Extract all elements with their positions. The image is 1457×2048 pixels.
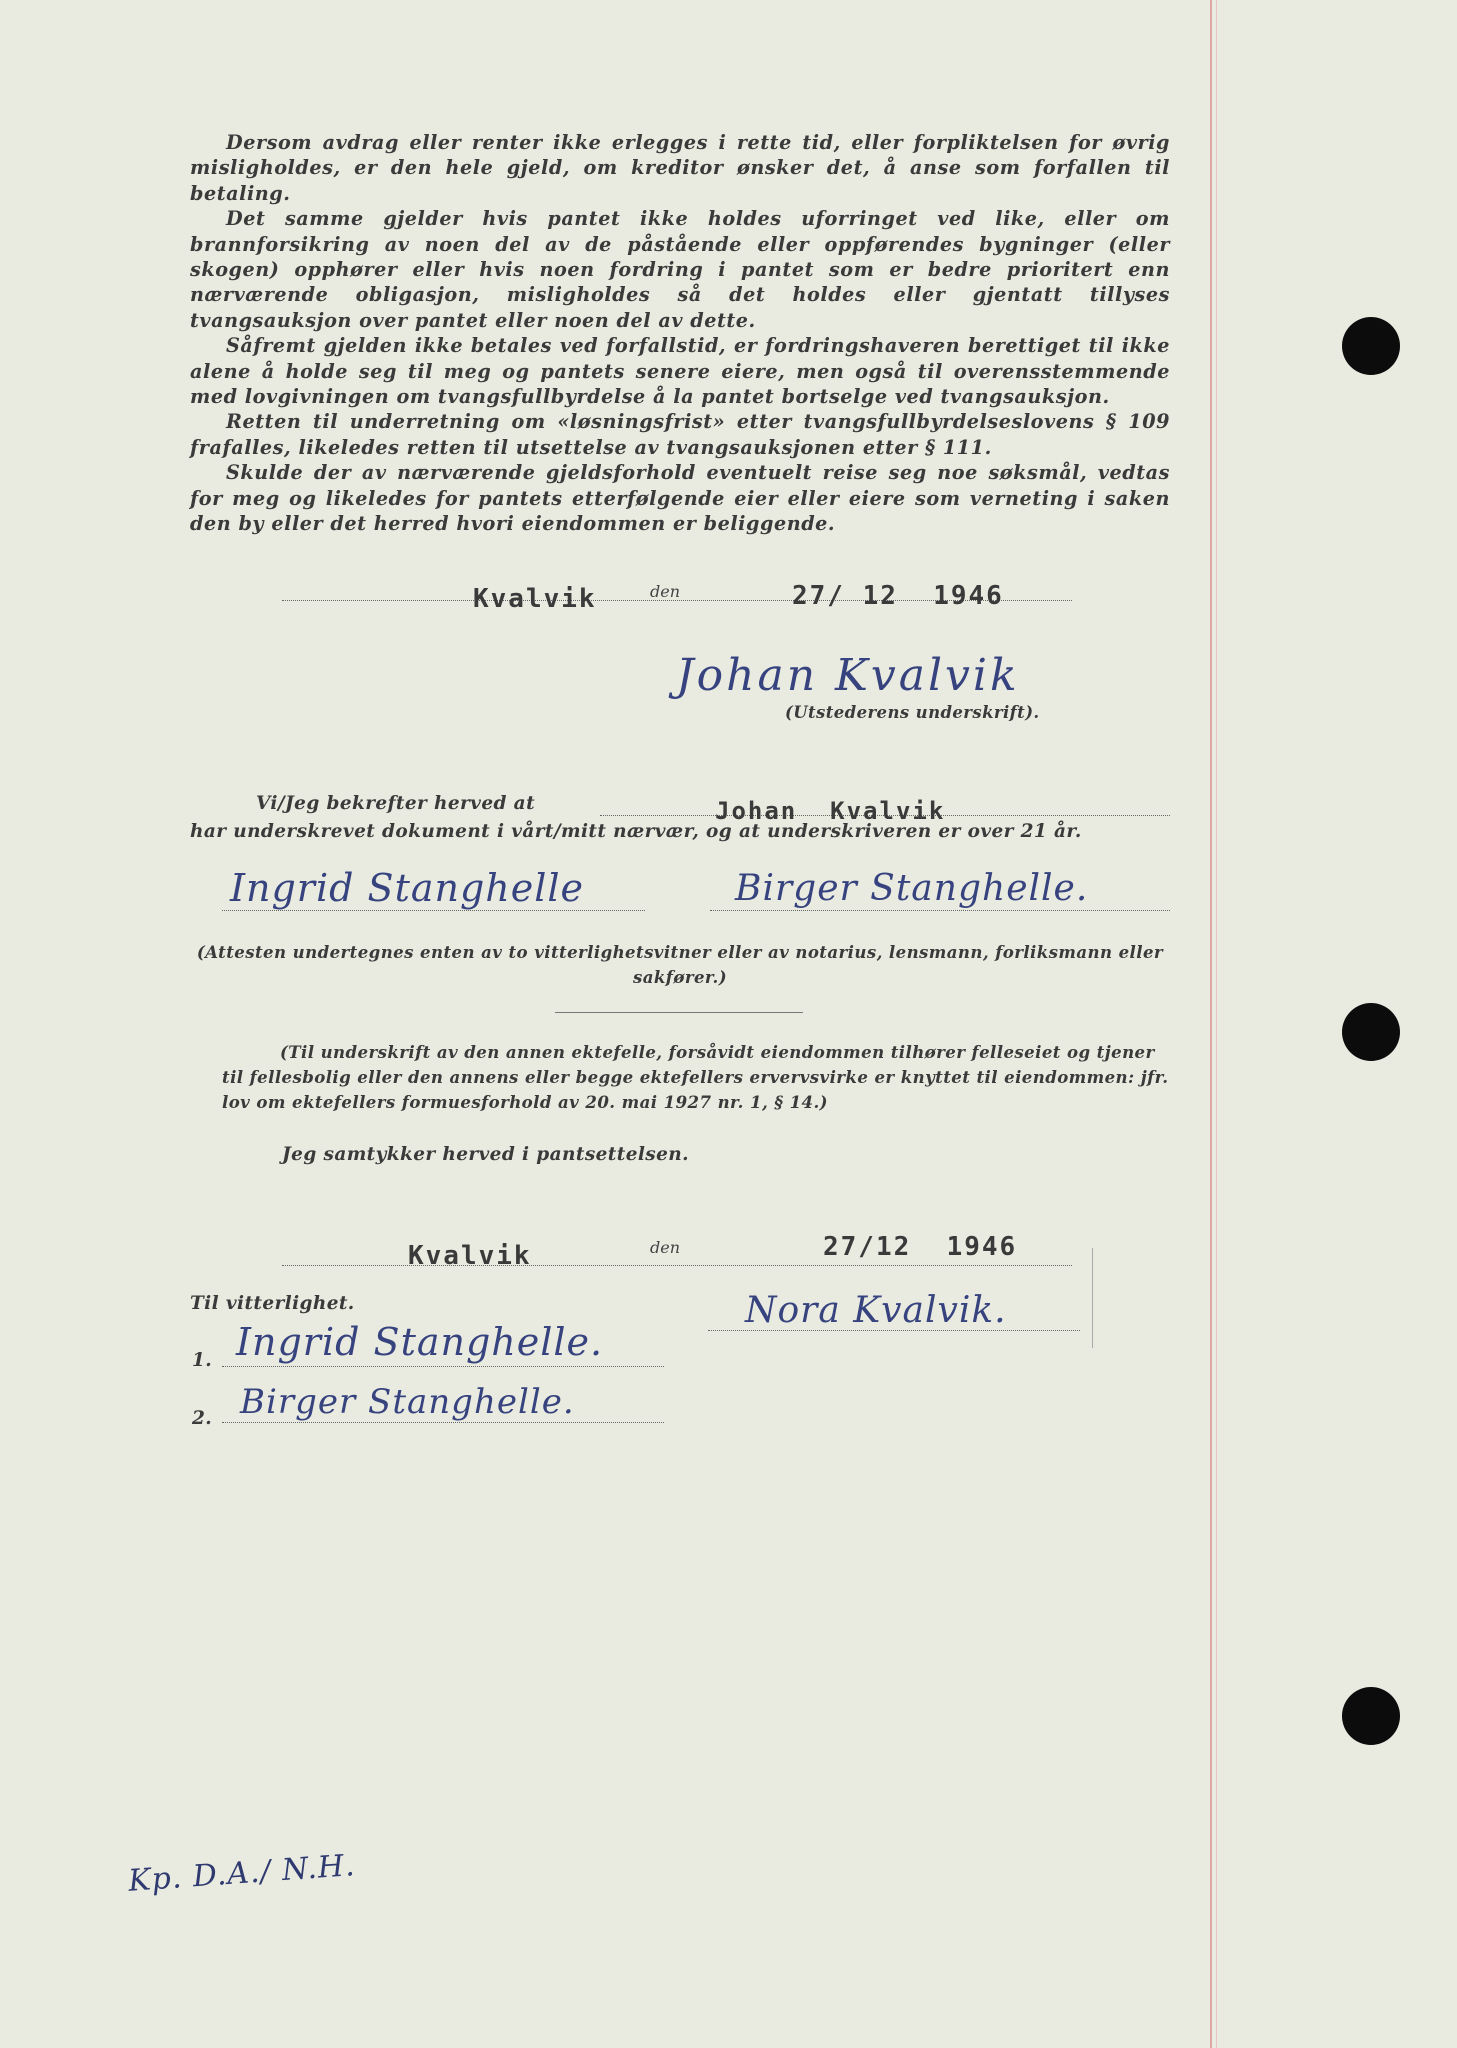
paragraph-notice: Retten til underretning om «løsningsfrist» etter tvangsfullbyrdelseslovens § 109 frafalles, likeledes retten til utsettelse av tvangsauksjonen etter § 111.: [190, 410, 1170, 459]
terms-text: [190, 130, 1170, 537]
punch-hole: [1342, 1687, 1400, 1745]
spouse-witness-line-1: [222, 1366, 664, 1367]
spouse-den-label: den: [650, 1238, 681, 1257]
spouse-signature: Nora Kvalvik.: [745, 1290, 1007, 1331]
issue-den-label: den: [650, 582, 681, 601]
spouse-place: Kvalvik: [408, 1241, 532, 1271]
witness-statement: har underskrevet dokument i vårt/mitt nærvær, og at underskriveren er over 21 år.: [190, 821, 1082, 842]
witness-label: Til vitterlighet.: [190, 1293, 355, 1314]
pencil-mark: [1092, 1248, 1094, 1348]
witness-intro: Vi/Jeg bekrefter herved at: [256, 793, 536, 814]
witness-signature-2: Birger Stanghelle.: [735, 868, 1089, 909]
paragraph-security: Det samme gjelder hvis pantet ikke holdes uforringet ved like, eller om brannforsikring av noen del av de påstående eller oppførendes bygninger (eller skogen) opphører eller hvis noen fordring i pantet som er bedre prioritert enn nærværende obligasjon, misligholdes så det holdes eller gjentatt tillyses tvangsauksjon over pantet eller noen del av dette.: [190, 207, 1170, 332]
issue-place: Kvalvik: [473, 584, 597, 614]
spouse-witness-signature-2: Birger Stanghelle.: [240, 1382, 575, 1422]
witness-sign-line-2: [710, 910, 1170, 911]
punch-hole: [1342, 317, 1400, 375]
issuer-signature-label: (Utstederens underskrift).: [785, 703, 1040, 722]
punch-hole: [1342, 1003, 1400, 1061]
witness-typed-name: Johan Kvalvik: [715, 797, 946, 825]
spouse-place-date-line: [282, 1265, 1072, 1266]
separator-line: [555, 1012, 803, 1013]
spouse-witness-line-2: [222, 1422, 664, 1423]
margin-rule: [1210, 0, 1212, 2048]
margin-rule-secondary: [1216, 0, 1217, 2048]
paragraph-default: Dersom avdrag eller renter ikke erlegges i rette tid, eller forpliktelsen for øvrig misligholdes, er den hele gjeld, om kreditor ønsker det, å anse som forfallen til betaling.: [190, 131, 1170, 205]
issuer-signature: Johan Kvalvik: [676, 650, 1020, 701]
paragraph-due: Såfremt gjelden ikke betales ved forfallstid, er fordringshaveren berettiget til ikke alene å holde seg til meg og pantets senere eiere, men også til overensstemmende med lovgivningen om tvangsfullbyrdelse å la pantet bortselge ved tvangsauksjon.: [190, 334, 1170, 409]
spouse-date: 27/12 1946: [823, 1232, 1018, 1262]
issue-date: 27/ 12 1946: [792, 581, 1004, 611]
attestation-note: (Attesten undertegnes enten av to vitterlighetsvitner eller av notarius, lensmann, forliksmann eller sakfører.): [196, 942, 1164, 987]
witness-signature-1: Ingrid Stanghelle: [230, 866, 585, 910]
spouse-witness-signature-1: Ingrid Stanghelle.: [236, 1320, 604, 1364]
spouse-note: (Til underskrift av den annen ektefelle, forsåvidt eiendommen tilhører felleseiet og tjener til fellesbolig eller den annens eller begge ektefellers ervervsvirke er knyttet til eiendommen: jfr. lov om ektefellers formuesforhold av 20. mai 1927 nr. 1, § 14.): [222, 1042, 1169, 1112]
margin-note: Kp. D.A./ N.H.: [127, 1848, 357, 1899]
witness-number-2: 2.: [192, 1408, 213, 1429]
witness-number-1: 1.: [192, 1350, 213, 1371]
spouse-consent: Jeg samtykker herved i pantsettelsen.: [282, 1144, 689, 1165]
paragraph-venue: Skulde der av nærværende gjeldsforhold eventuelt reise seg noe søksmål, vedtas for meg og likeledes for pantets etterfølgende eier eller eiere som verneting i saken den by eller det herred hvori eiendommen er beliggende.: [190, 461, 1170, 536]
witness-sign-line-1: [222, 910, 645, 911]
